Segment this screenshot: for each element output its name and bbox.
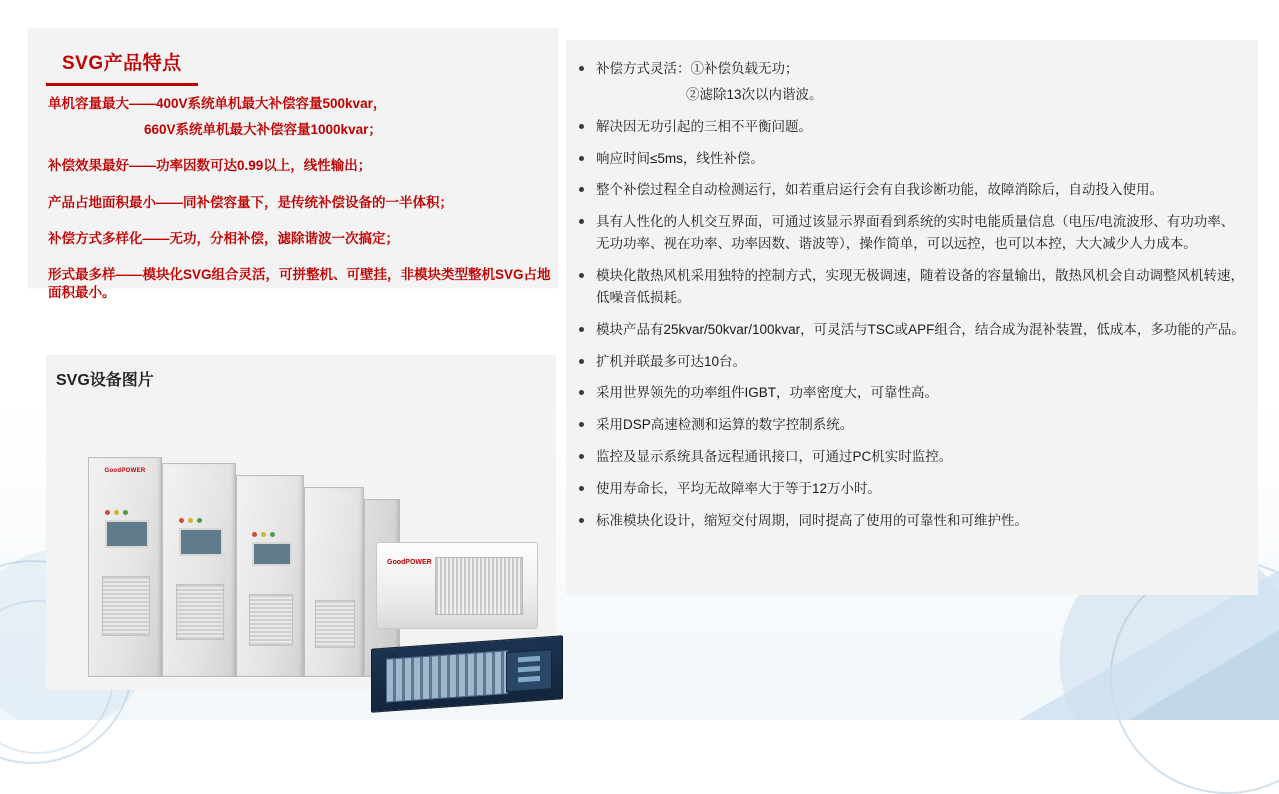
list-item-text: 监控及显示系统具备远程通讯接口，可通过PC机实时监控。: [596, 449, 953, 465]
feature-item: [48, 194, 558, 212]
feature-text: 补偿方式多样化——无功，分相补偿，滤除谐波一次搞定；: [48, 230, 399, 246]
list-item: [576, 446, 1246, 468]
feature-item: [48, 266, 558, 302]
unit-air-grille: [435, 557, 523, 615]
list-item: [576, 478, 1246, 500]
cabinet-vent: [249, 594, 293, 646]
list-item-text: 采用DSP高速检测和运算的数字控制系统。: [596, 417, 854, 433]
svg-cabinet-lineup-image: [88, 452, 398, 677]
list-item-text: 模块化散热风机采用独特的控制方式，实现无极调速，随着设备的容量输出，散热风机会自动调整风机转速，低噪音低损耗。: [596, 268, 1244, 305]
cabinet-unit: [304, 487, 364, 677]
cabinet-unit: [236, 475, 304, 677]
cabinet-display-screen: [179, 528, 223, 556]
list-item-text: 采用世界领先的功率组件IGBT，功率密度大，可靠性高。: [596, 385, 939, 401]
spec-bullet-list: [576, 58, 1246, 542]
list-item: [576, 382, 1246, 404]
list-item: [576, 414, 1246, 436]
rack-control-panel: [506, 649, 552, 692]
feature-item: [48, 157, 558, 175]
cabinet-indicator-lights: [179, 510, 219, 518]
image-section-title: SVG设备图片: [56, 372, 154, 389]
list-item: [576, 116, 1246, 138]
feature-item: [48, 230, 558, 248]
feature-text: 形式最多样——模块化SVG组合灵活，可拼整机、可壁挂，非模块类型整机SVG占地面积最小。: [48, 267, 551, 301]
list-item: [576, 265, 1246, 309]
list-item: [576, 510, 1246, 532]
rack-module-bays: [386, 650, 508, 703]
feature-text: 补偿效果最好——功率因数可达0.99以上，线性输出；: [48, 158, 372, 174]
cabinet-vent: [315, 600, 354, 648]
list-item: [576, 58, 1246, 106]
list-item-text: 响应时间≤5ms，线性补偿。: [596, 150, 764, 166]
cabinet-vent: [176, 584, 224, 640]
feature-list: [48, 95, 558, 321]
feature-text: 产品占地面积最小——同补偿容量下，是传统补偿设备的一半体积；: [48, 194, 453, 210]
list-item-text: 具有人性化的人机交互界面，可通过该显示界面看到系统的实时电能质量信息（电压/电流波形、有功功率、无功功率、视在功率、功率因数、谐波等），操作简单，可以远控，也可以本控，大大减少人力成本。: [596, 214, 1235, 252]
list-item-text: 补偿方式灵活：①补偿负载无功；: [596, 61, 799, 76]
cabinet-display-screen: [252, 542, 293, 566]
list-item-text: 标准模块化设计，缩短交付周期，同时提高了使用的可靠性和可维护性。: [596, 512, 1028, 528]
list-item: [576, 179, 1246, 201]
cabinet-vent: [102, 576, 150, 636]
svg-wall-mounted-unit-image: [376, 542, 538, 629]
feature-text: 单机容量最大——400V系统单机最大补偿容量500kvar，: [48, 96, 387, 111]
list-item-text: 解决因无功引起的三相不平衡问题。: [596, 118, 812, 134]
list-item: [576, 211, 1246, 255]
device-image-panel: [46, 355, 556, 690]
list-item-text: 使用寿命长，平均无故障率大于等于12万小时。: [596, 481, 882, 497]
list-item: [576, 319, 1246, 341]
list-item: [576, 148, 1246, 170]
list-item-text: 模块产品有25kvar/50kvar/100kvar，可灵活与TSC或APF组合，结合成为混补装置，低成本，多功能的产品。: [596, 321, 1245, 337]
cabinet-brand-label: GoodPOWER: [104, 468, 146, 474]
cabinet-indicator-lights: [252, 524, 289, 532]
list-item-subtext: ②滤除13次以内谐波。: [686, 86, 823, 102]
cabinet-unit: [162, 463, 236, 677]
cabinet-display-screen: [105, 520, 149, 548]
svg-rack-module-image: [371, 635, 563, 712]
list-item-text: 扩机并联最多可达10台。: [596, 353, 747, 369]
cabinet-unit: [88, 457, 162, 677]
list-item: [576, 351, 1246, 373]
list-item-text: 整个补偿过程全自动检测运行，如若重启运行会有自我诊断功能，故障消除后，自动投入使用。: [596, 182, 1163, 198]
cabinet-indicator-lights: [105, 502, 145, 510]
page-title: SVG产品特点: [46, 42, 198, 86]
device-photo-group: [46, 397, 556, 690]
feature-subtext: 660V系统单机最大补偿容量1000kvar；: [144, 122, 382, 138]
unit-brand-label: GoodPOWER: [387, 559, 432, 566]
feature-item: [48, 95, 558, 139]
